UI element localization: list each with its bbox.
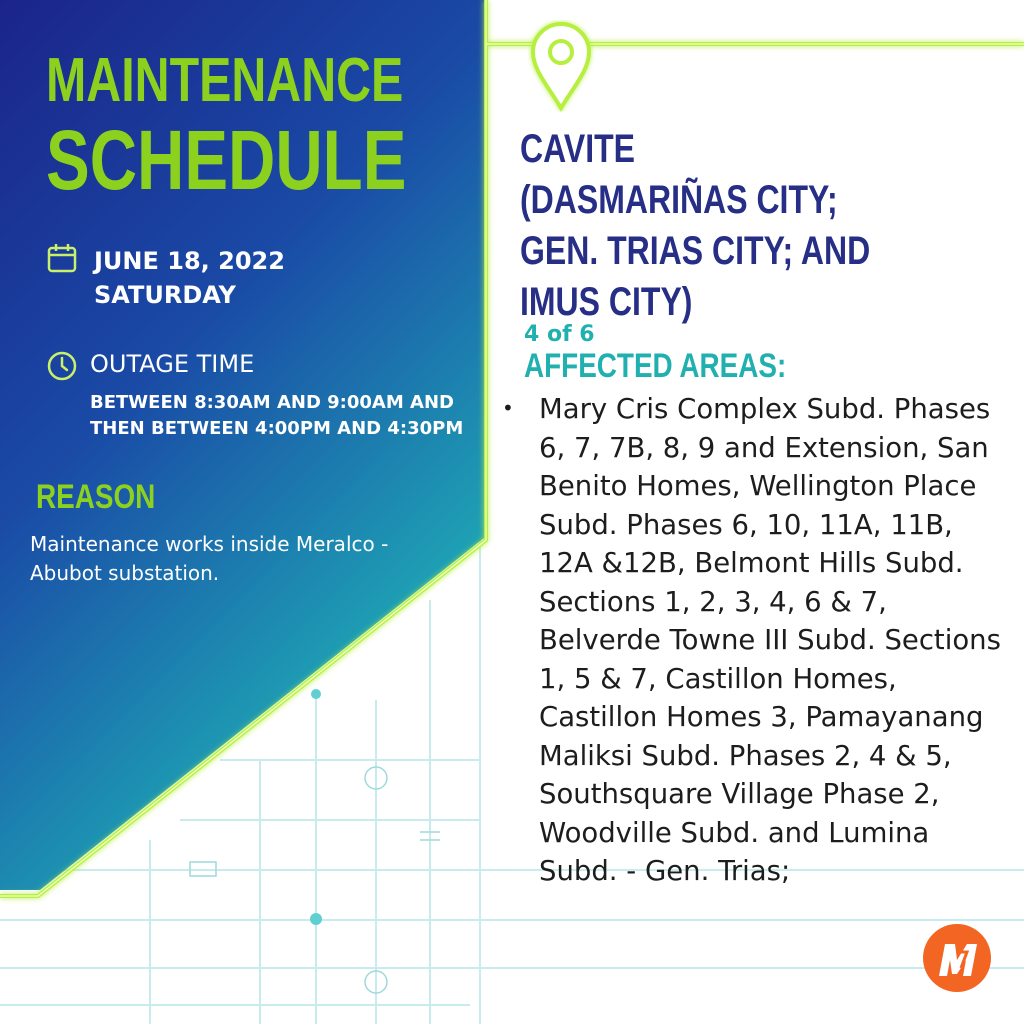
page-indicator: 4 of 6 — [524, 322, 595, 347]
schedule-day: SATURDAY — [94, 281, 236, 309]
reason-text: Maintenance works inside Meralco - Abubot substation. — [30, 532, 389, 585]
outage-time-label: OUTAGE TIME — [90, 350, 255, 378]
affected-areas-list: Mary Cris Complex Subd. Phases 6, 7, 7B, 8, 9 and Extension, San Benito Homes, Wellington Place Subd. Phases 6, 10, 11A, 11B, 12A &12B, Belmont Hills Subd. Sections 1, 2, 3, 4, 6 & 7, Belverde Towne III Subd. Sections 1, 5 & 7, Castillon Homes, Castillon Homes 3, Pamayanang Maliksi Subd. Phases 2, 4 & 5, Southsquare Village Phase 2, Woodville Subd. and Lumina Subd. - Gen. Trias; — [539, 393, 1001, 887]
region-line-1: CAVITE — [520, 127, 635, 171]
region-line-2: (DASMARIÑAS CITY; — [520, 178, 838, 222]
clock-icon — [46, 350, 78, 382]
outage-time-value: BETWEEN 8:30AM AND 9:00AM AND THEN BETWEEN 4:00PM AND 4:30PM — [90, 392, 464, 439]
schedule-date: JUNE 18, 2022 — [94, 247, 285, 275]
schedule-date-block — [94, 244, 285, 312]
title-line-2: SCHEDULE — [46, 113, 407, 207]
title-line-1: MAINTENANCE — [46, 46, 404, 115]
region-heading — [520, 124, 1000, 328]
region-line-4: IMUS CITY) — [520, 280, 693, 324]
region-line-3: GEN. TRIAS CITY; AND — [520, 229, 871, 273]
reason-heading: REASON — [36, 478, 156, 516]
affected-areas-heading: AFFECTED AREAS: — [524, 347, 787, 385]
location-pin-icon — [528, 20, 594, 112]
list-bullet-icon: • — [502, 396, 514, 420]
meralco-logo-icon — [921, 922, 993, 994]
calendar-icon — [46, 242, 78, 274]
